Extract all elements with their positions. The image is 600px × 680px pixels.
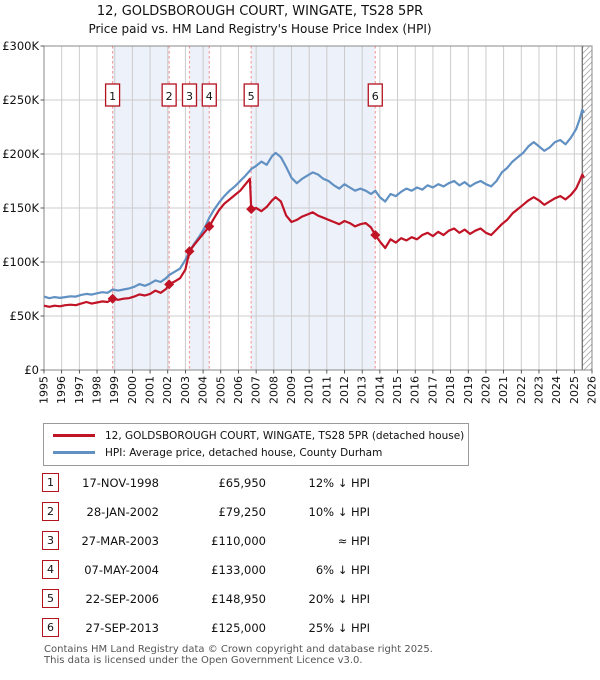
transaction-row: [42, 555, 462, 584]
transaction-date: 27-SEP-2013: [85, 620, 159, 635]
svg-text:2022: 2022: [514, 376, 528, 404]
svg-text:2005: 2005: [214, 376, 228, 404]
svg-text:£150K: £150K: [2, 201, 39, 215]
footer: [44, 644, 584, 666]
transaction-number-badge: 3: [42, 531, 59, 550]
legend-item-property: [44, 427, 468, 444]
svg-text:2000: 2000: [125, 376, 139, 404]
transaction-row: [42, 497, 462, 526]
hpi-line-swatch: [53, 451, 95, 454]
svg-text:2001: 2001: [143, 376, 157, 404]
svg-text:2017: 2017: [426, 376, 440, 404]
svg-text:£300K: £300K: [2, 39, 39, 53]
transaction-number-badge: 5: [42, 589, 59, 608]
svg-text:2: 2: [165, 90, 173, 103]
transaction-row: [42, 584, 462, 613]
svg-text:1999: 1999: [108, 376, 122, 404]
svg-text:£250K: £250K: [2, 93, 39, 107]
legend-label-property: 12, GOLDSBOROUGH COURT, WINGATE, TS28 5PR (detached house): [105, 429, 465, 442]
svg-text:1995: 1995: [37, 376, 51, 404]
svg-text:2018: 2018: [444, 376, 458, 404]
transaction-vs-hpi: 10% ↓ HPI: [308, 504, 370, 519]
transaction-table: [42, 468, 462, 642]
transaction-date: 22-SEP-2006: [85, 591, 159, 606]
svg-text:2019: 2019: [461, 376, 475, 404]
svg-text:£0: £0: [24, 363, 39, 377]
page-title: 12, GOLDSBOROUGH COURT, WINGATE, TS28 5PR: [96, 4, 424, 19]
transaction-price: £79,250: [218, 504, 266, 519]
transaction-number-badge: 4: [42, 560, 59, 579]
svg-text:2004: 2004: [196, 376, 210, 404]
transaction-row: [42, 613, 462, 642]
svg-text:6: 6: [371, 90, 379, 103]
svg-text:£100K: £100K: [2, 255, 39, 269]
svg-text:1997: 1997: [72, 376, 86, 404]
transaction-price: £65,950: [218, 475, 266, 490]
svg-text:2006: 2006: [231, 376, 245, 404]
svg-text:£200K: £200K: [2, 147, 39, 161]
transaction-price: £133,000: [211, 562, 266, 577]
y-axis-labels: [2, 39, 39, 377]
svg-text:2023: 2023: [532, 376, 546, 404]
svg-text:2012: 2012: [338, 376, 352, 404]
transaction-number-badge: 1: [42, 473, 59, 492]
footer-line-2: This data is licensed under the Open Government Licence v3.0.: [44, 655, 363, 666]
svg-text:£50K: £50K: [9, 309, 39, 323]
svg-text:4: 4: [205, 90, 213, 103]
transaction-price: £148,950: [211, 591, 266, 606]
svg-text:2009: 2009: [284, 376, 298, 404]
transaction-row: [42, 526, 462, 555]
svg-text:2008: 2008: [267, 376, 281, 404]
svg-text:1996: 1996: [55, 376, 69, 404]
transaction-vs-hpi: 12% ↓ HPI: [308, 475, 370, 490]
svg-text:2024: 2024: [550, 376, 564, 404]
transaction-date: 17-NOV-1998: [82, 475, 159, 490]
transaction-number-badge: 2: [42, 502, 59, 521]
svg-text:3: 3: [185, 90, 193, 103]
legend-label-hpi: HPI: Average price, detached house, County Durham: [105, 446, 383, 459]
transaction-vs-hpi: 20% ↓ HPI: [308, 591, 370, 606]
legend-item-hpi: [44, 444, 468, 461]
transaction-price: £110,000: [211, 533, 266, 548]
x-axis-labels: [38, 376, 599, 404]
footer-line-1: Contains HM Land Registry data © Crown copyright and database right 2025.: [44, 644, 433, 655]
svg-text:1998: 1998: [90, 376, 104, 404]
svg-text:2010: 2010: [302, 376, 316, 404]
chart-titles: [0, 3, 520, 38]
transaction-vs-hpi: 6% ↓ HPI: [315, 562, 370, 577]
svg-text:2020: 2020: [479, 376, 493, 404]
transaction-row: [42, 468, 462, 497]
svg-text:2013: 2013: [355, 376, 369, 404]
property-line-swatch: [53, 434, 95, 437]
transaction-number-badge: 6: [42, 618, 59, 637]
page-subtitle: Price paid vs. HM Land Registry's House Price Index (HPI): [88, 22, 432, 36]
transaction-date: 07-MAY-2004: [84, 562, 159, 577]
future-hatch-region: [582, 46, 592, 370]
svg-text:2026: 2026: [585, 376, 599, 404]
transaction-vs-hpi: ≈ HPI: [337, 533, 370, 548]
svg-text:2021: 2021: [497, 376, 511, 404]
svg-text:2016: 2016: [408, 376, 422, 404]
svg-text:2002: 2002: [161, 376, 175, 404]
transaction-price: £125,000: [211, 620, 266, 635]
svg-text:2007: 2007: [249, 376, 263, 404]
svg-text:2003: 2003: [178, 376, 192, 404]
transaction-date: 27-MAR-2003: [81, 533, 159, 548]
transaction-date: 28-JAN-2002: [86, 504, 159, 519]
svg-text:5: 5: [247, 90, 255, 103]
svg-text:2025: 2025: [567, 376, 581, 404]
legend: [43, 423, 469, 466]
svg-text:2015: 2015: [391, 376, 405, 404]
transaction-vs-hpi: 25% ↓ HPI: [308, 620, 370, 635]
svg-text:2014: 2014: [373, 376, 387, 404]
svg-text:2011: 2011: [320, 376, 334, 404]
svg-text:1: 1: [109, 90, 117, 103]
